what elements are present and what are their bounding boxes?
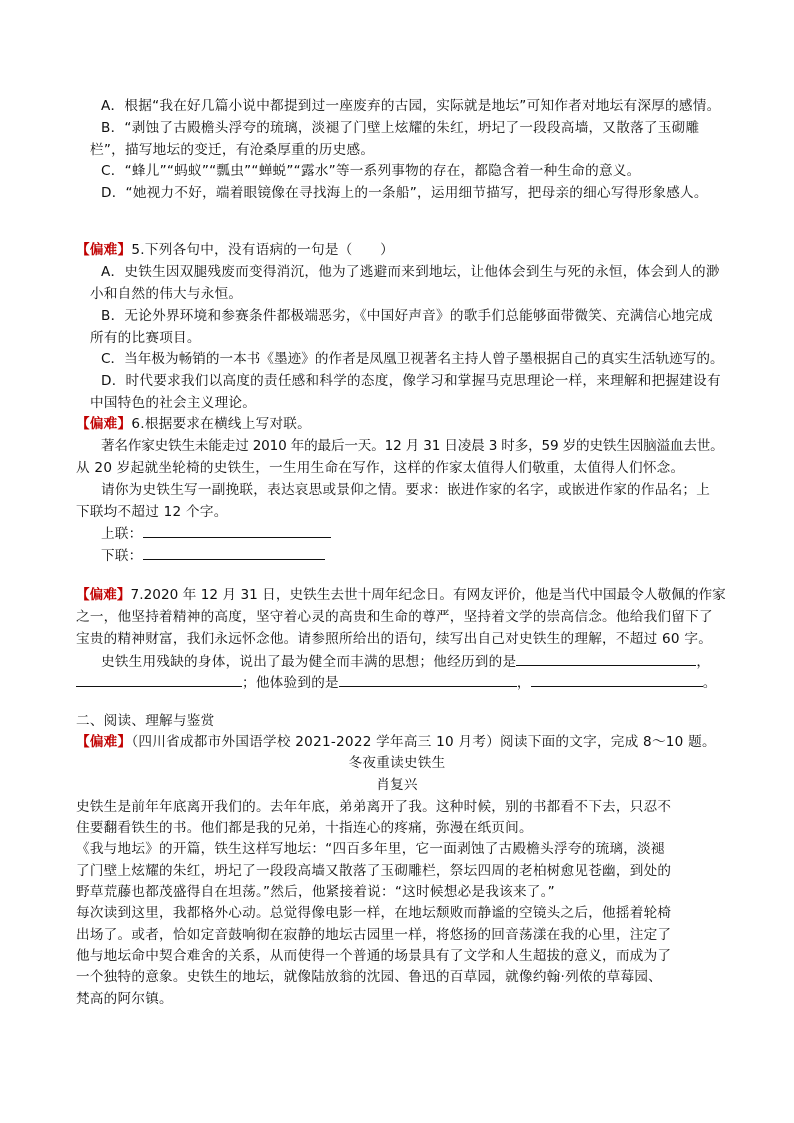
difficulty-tag: 【偏难】 [76, 416, 132, 432]
section-intro [76, 732, 716, 752]
lower-couplet-blank[interactable] [143, 545, 325, 560]
article-paragraph-3-line4: 一个独特的意象。史铁生的地坛，就像陆放翁的沈园、鲁迅的百草园，就像约翰·列侬的草莓园、 [76, 969, 663, 985]
q6-stem [76, 414, 311, 434]
q7-line1 [76, 585, 726, 605]
article-paragraph-3-line2: 出场了。或者，恰如定音鼓响彻在寂静的地坛古园里一样，将悠扬的回音荡漾在我的心里，注定了 [76, 927, 672, 943]
difficulty-tag: 【偏难】 [76, 587, 131, 603]
article-paragraph-2-line2: 了门壁上炫耀的朱红，坍圮了一段段高墙又散落了玉砌雕栏，祭坛四周的老柏树愈见苍幽，到处的 [76, 863, 672, 879]
q7-line5-text2: ， [516, 675, 531, 691]
upper-couplet-blank[interactable] [143, 523, 331, 538]
q7-line1-text: 7.2020 年 12 月 31 日，史铁生去世十周年纪念日。有网友评价，他是当代中国最令人敬佩的作家 [130, 587, 726, 603]
q7-blank-3[interactable] [339, 672, 517, 687]
q6-paragraph-line2: 从 20 岁起就坐轮椅的史铁生，一生用生命在写作，这样的作家太值得人们敬重，太值得人们怀念。 [76, 460, 685, 476]
q5-stem [76, 240, 394, 260]
article-paragraph-3-line3: 他与地坛命中契合难舍的关系，从而使得一个普通的场景具有了文学和人生超拔的意义，而成为了 [76, 948, 672, 964]
q7-line5-end: 。 [702, 675, 717, 691]
q5-option-a-line1: A．史铁生因双腿残废而变得消沉，他为了逃避而来到地坛，让他体会到生与死的永恒，体会到人的渺 [101, 264, 720, 280]
q4-option-c: C．“蜂儿”“蚂蚁”“瓢虫”“蝉蜕”“露水”等一系列事物的存在，都隐含着一种生命的意义。 [101, 163, 641, 179]
q6-paragraph-line4: 下联均不超过 12 个字。 [76, 504, 228, 520]
q5-option-a-line2: 小和自然的伟大与永恒。 [90, 286, 243, 302]
q7-line2: 之一，他坚持着精神的高度，坚守着心灵的高贵和生命的尊严，坚持着文学的崇高信念。他给我们留下了 [76, 609, 713, 625]
difficulty-tag: 【偏难】 [76, 734, 132, 750]
q6-stem-text: 6.根据要求在横线上写对联。 [131, 416, 311, 432]
q4-option-d: D．“她视力不好，端着眼镜像在寻找海上的一条船”，运用细节描写，把母亲的细心写得形象感人。 [101, 185, 708, 201]
q6-upper-couplet [101, 523, 331, 544]
difficulty-tag: 【偏难】 [76, 242, 132, 258]
q7-blank-2[interactable] [76, 672, 242, 687]
q6-paragraph-line1: 著名作家史铁生未能走过 2010 年的最后一天。12 月 31 日凌晨 3 时多，59 岁的史铁生因脑溢血去世。 [101, 438, 724, 454]
q7-line5 [76, 672, 717, 693]
article-paragraph-2-line1: 《我与地坛》的开篇，铁生这样写地坛：“四百多年里，它一面剥蚀了古殿檐头浮夸的琉璃，淡褪 [76, 841, 665, 857]
article-title: 冬夜重读史铁生 [348, 755, 446, 771]
article-paragraph-3-line5: 梵高的阿尔镇。 [76, 991, 173, 1007]
article-paragraph-3-line1: 每次读到这里，我都格外心动。总觉得像电影一样，在地坛颓败而静谧的空镜头之后，他摇着轮椅 [76, 905, 672, 921]
article-author: 肖复兴 [376, 777, 418, 793]
q7-line4 [101, 651, 710, 672]
q6-lower-couplet [101, 545, 325, 566]
article-paragraph-1-line2: 住要翻看铁生的书。他们都是我的兄弟，十指连心的疼痛，弥漫在纸页间。 [76, 820, 533, 836]
q4-option-b-line2: 栏”，描写地坛的变迁，有沧桑厚重的历史感。 [90, 142, 375, 158]
section-heading: 二、阅读、理解与鉴赏 [76, 713, 215, 729]
q7-line4-end: ， [696, 654, 711, 670]
lower-couplet-label: 下联： [101, 548, 143, 564]
section-intro-text: （四川省成都市外国语学校 2021-2022 学年高三 10 月考）阅读下面的文字，完成 8～10 题。 [131, 734, 716, 750]
q5-option-d-line1: D．时代要求我们以高度的责任感和科学的态度，像学习和掌握马克思理论一样，来理解和把握建设有 [101, 373, 721, 389]
q5-option-d-line2: 中国特色的社会主义理论。 [90, 395, 257, 411]
q7-line4-text: 史铁生用残缺的身体，说出了最为健全而丰满的思想；他经历到的是 [101, 654, 517, 670]
q5-stem-text: 5.下列各句中，没有语病的一句是（ ） [131, 242, 395, 258]
q7-blank-4[interactable] [531, 672, 703, 687]
article-paragraph-2-line3: 野草荒藤也都茂盛得自在坦荡。”然后，他紧接着说：“这时候想必是我该来了。” [76, 884, 555, 900]
q7-line5-text1: ；他体验到的是 [242, 675, 339, 691]
q7-line3: 宝贵的精神财富，我们永远怀念他。请参照所给出的语句，续写出自己对史铁生的理解，不超过 60 字。 [76, 631, 713, 647]
q7-blank-1[interactable] [516, 651, 696, 666]
q4-option-b-line1: B．“剥蚀了古殿檐头浮夸的琉璃，淡褪了门壁上炫耀的朱红，坍圮了一段段高墙，又散落了玉砌雕 [101, 120, 700, 136]
q4-option-a: A．根据“我在好几篇小说中都提到过一座废弃的古园，实际就是地坛”可知作者对地坛有深厚的感情。 [101, 98, 721, 114]
q5-option-c: C．当年极为畅销的一本书《墨迹》的作者是凤凰卫视著名主持人曾子墨根据自己的真实生活轨迹写的。 [101, 351, 724, 367]
q6-paragraph-line3: 请你为史铁生写一副挽联，表达哀思或景仰之情。要求：嵌进作家的名字，或嵌进作家的作品名；上 [101, 482, 711, 498]
article-paragraph-1-line1: 史铁生是前年年底离开我们的。去年年底，弟弟离开了我。这种时候，别的书都看不下去，只忍不 [76, 799, 672, 815]
q5-option-b-line2: 所有的比赛项目。 [90, 330, 201, 346]
q5-option-b-line1: B．无论外界环境和参赛条件都极端恶劣，《中国好声音》的歌手们总能够面带微笑、充满信心地完成 [101, 308, 713, 324]
upper-couplet-label: 上联： [101, 526, 143, 542]
